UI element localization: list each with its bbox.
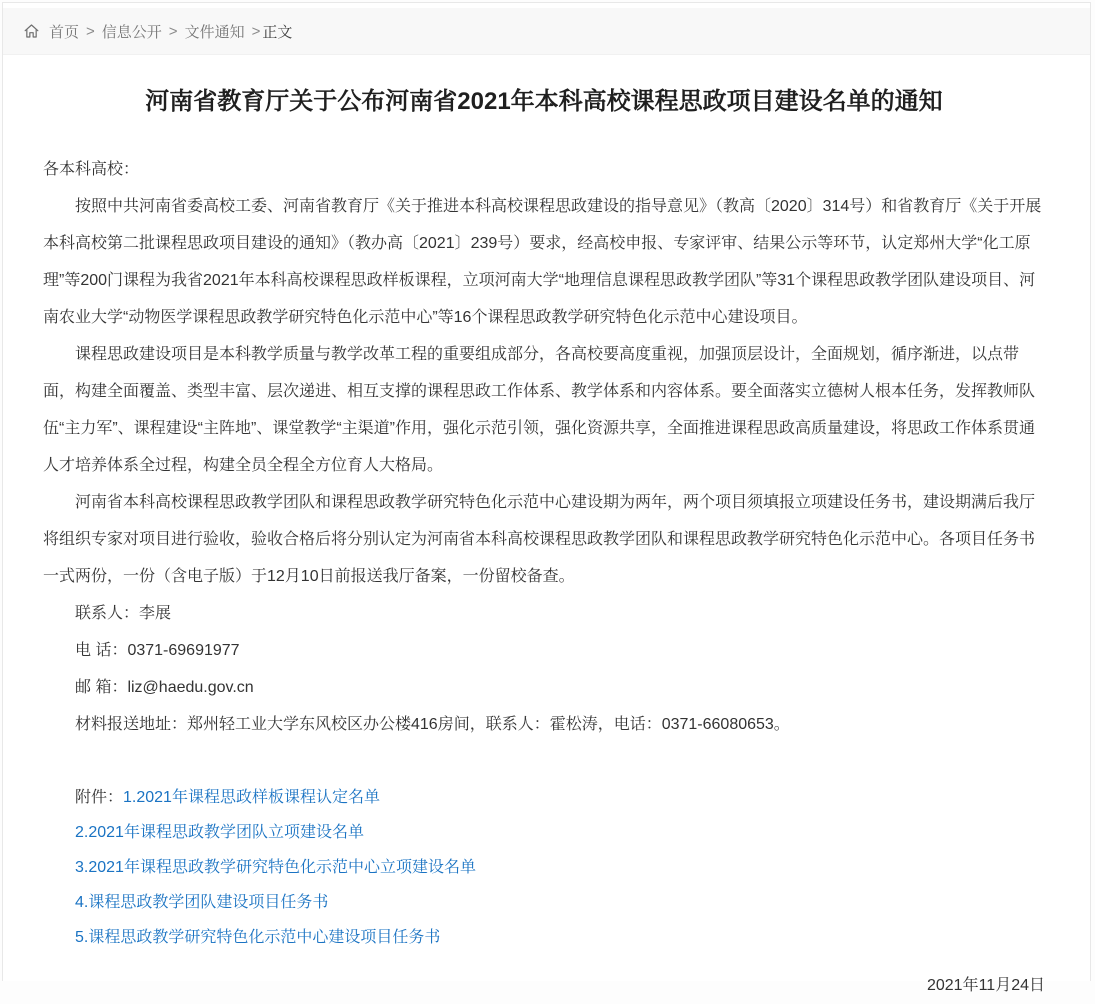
breadcrumb-item-info-disclosure[interactable]: 信息公开 [101, 23, 162, 41]
attachment-link-1[interactable]: 1.2021年课程思政样板课程认定名单 [123, 789, 380, 807]
contact-person-line: 联系人：李展 [75, 605, 172, 623]
publish-date: 2021年11月24日 [926, 977, 1045, 995]
paragraph: 河南省本科高校课程思政教学团队和课程思政教学研究特色化示范中心建设期为两年，两个项目须填报立项建设任务书，建设期满后我厅将组织专家对项目进行验收，验收合格后将分别认定为河南省本科高校课程思政教学团队和课程思政教学研究特色化示范中心。各项目任务书一式两份，一份（含电子版）于12月10日前报送我厅备案，一份留校备查。 [43, 494, 1036, 586]
attachment-row [43, 920, 1045, 955]
breadcrumb-item-file-notices[interactable]: 文件通知 [184, 23, 245, 41]
breadcrumb [3, 8, 1090, 55]
attachment-row [43, 885, 1045, 920]
home-icon[interactable] [23, 23, 40, 39]
attachments-label: 附件： [75, 789, 124, 807]
article-page [2, 2, 1091, 995]
salutation-line: 各本科高校： [43, 161, 140, 179]
paragraph: 按照中共河南省委高校工委、河南省教育厅《关于推进本科高校课程思政建设的指导意见》（教高〔2020〕314号）和省教育厅《关于开展本科高校第二批课程思政项目建设的通知》（教办高〔2021〕239号）要求，经高校申报、专家评审、结果公示等环节，认定郑州大学“化工原理”等200门课程为我省2021年本科高校课程思政样板课程，立项河南大学“地理信息课程思政教学团队”等31个课程思政教学团队建设项目、河南农业大学“动物医学课程思政教学研究特色化示范中心”等16个课程思政教学研究特色化示范中心建设项目。 [43, 198, 1042, 327]
material-submission-line: 材料报送地址：郑州轻工业大学东风校区办公楼416房间，联系人：霍松涛，电话：0371-66080653。 [75, 716, 790, 734]
breadcrumb-current-page: 正文 [262, 23, 293, 41]
attachment-row [43, 850, 1045, 885]
attachment-row [43, 815, 1045, 850]
breadcrumb-item-home[interactable]: 首页 [49, 23, 80, 41]
breadcrumb-separator: > [86, 22, 95, 40]
attachment-link-3[interactable]: 3.2021年课程思政教学研究特色化示范中心立项建设名单 [75, 859, 476, 877]
article-body [43, 151, 1045, 743]
breadcrumb-separator: > [251, 22, 261, 40]
breadcrumb-separator: > [168, 22, 178, 40]
paragraph: 课程思政建设项目是本科教学质量与教学改革工程的重要组成部分，各高校要高度重视，加强顶层设计，全面规划，循序渐进，以点带面，构建全面覆盖、类型丰富、层次递进、相互支撑的课程思政工作体系、教学体系和内容体系。要全面落实立德树人根本任务，发挥教师队伍“主力军”、课程建设“主阵地”、课堂教学“主渠道”作用，强化示范引领，强化资源共享，全面推进课程思政高质量建设，将思政工作体系贯通人才培养体系全过程，构建全员全程全方位育人大格局。 [43, 346, 1036, 475]
attachment-row [43, 780, 1045, 815]
attachment-link-5[interactable]: 5.课程思政教学研究特色化示范中心建设项目任务书 [75, 929, 441, 947]
contact-phone-line: 电 话：0371-69691977 [75, 642, 240, 660]
attachment-link-4[interactable]: 4.课程思政教学团队建设项目任务书 [75, 894, 329, 912]
page-title: 河南省教育厅关于公布河南省2021年本科高校课程思政项目建设名单的通知 [145, 88, 943, 115]
attachments-section [43, 780, 1045, 955]
article-content [3, 86, 1090, 1004]
contact-email-line: 邮 箱：liz@haedu.gov.cn [75, 679, 254, 697]
attachment-link-2[interactable]: 2.2021年课程思政教学团队立项建设名单 [75, 824, 364, 842]
